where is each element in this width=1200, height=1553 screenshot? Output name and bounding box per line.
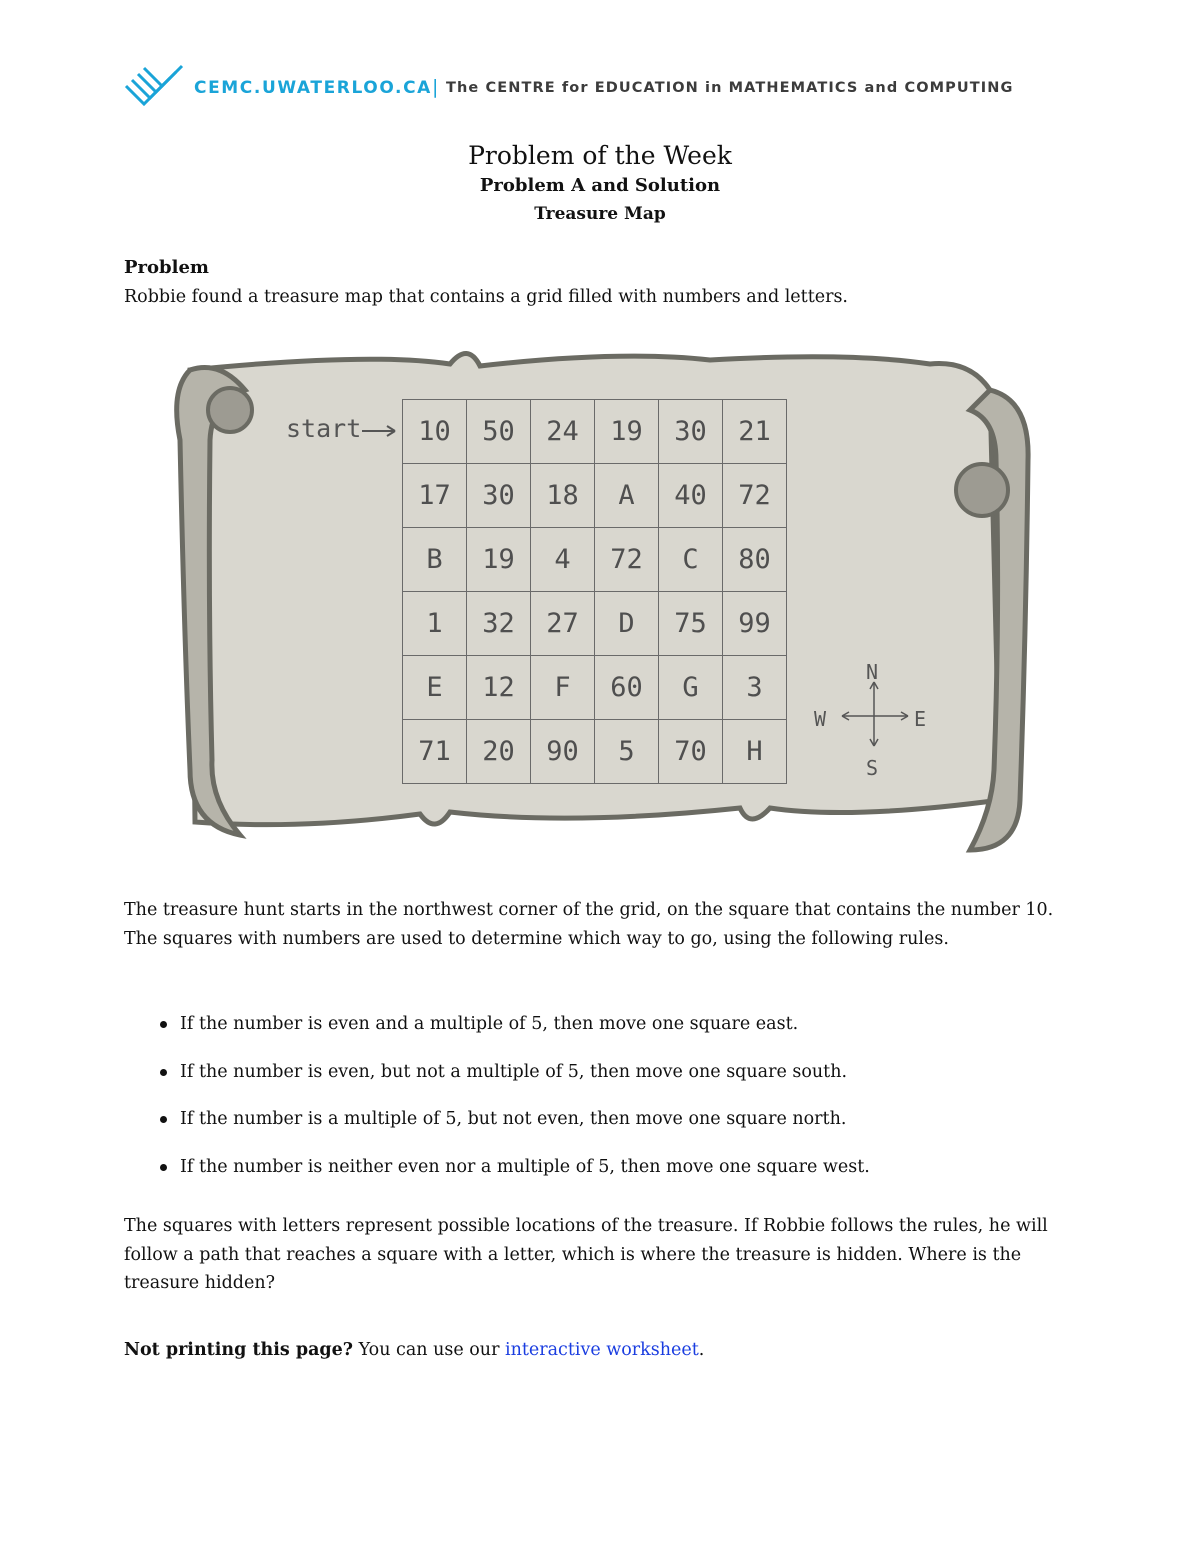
compass-west-label: W <box>814 707 827 731</box>
title-block <box>0 140 1200 228</box>
grid-cell: 50 <box>467 400 531 464</box>
grid-cell: 24 <box>531 400 595 464</box>
grid-row <box>403 720 787 784</box>
grid-cell: 90 <box>531 720 595 784</box>
grid-cell: 20 <box>467 720 531 784</box>
treasure-grid <box>402 399 787 784</box>
rules-intro-paragraph: The treasure hunt starts in the northwest corner of the grid, on the square that contains the number 10. The squares with numbers are used to determine which way to go, using the following rules. <box>124 900 1054 949</box>
page-title: Problem of the Week <box>468 141 732 170</box>
start-label: start <box>286 414 362 443</box>
grid-cell: 71 <box>403 720 467 784</box>
worksheet-note-text: You can use our <box>353 1340 505 1360</box>
grid-cell: 72 <box>595 528 659 592</box>
header-separator: | <box>432 76 439 98</box>
grid-cell: 40 <box>659 464 723 528</box>
site-url-link[interactable]: CEMC.UWATERLOO.CA <box>194 78 432 98</box>
treasure-map <box>150 330 1050 870</box>
worksheet-note-end: . <box>698 1340 705 1360</box>
grid-cell: 10 <box>403 400 467 464</box>
cemc-stripes-logo-icon <box>124 64 186 116</box>
grid-cell: 5 <box>595 720 659 784</box>
grid-cell: 60 <box>595 656 659 720</box>
problem-heading: Problem <box>124 257 209 278</box>
grid-cell: 19 <box>467 528 531 592</box>
grid-cell: 17 <box>403 464 467 528</box>
grid-cell: 99 <box>723 592 787 656</box>
grid-cell: 21 <box>723 400 787 464</box>
grid-cell: 72 <box>723 464 787 528</box>
grid-cell: E <box>403 656 467 720</box>
compass-south-label: S <box>866 756 879 780</box>
grid-cell: F <box>531 656 595 720</box>
interactive-worksheet-link[interactable]: interactive worksheet <box>505 1340 699 1360</box>
grid-cell: 27 <box>531 592 595 656</box>
grid-cell: 18 <box>531 464 595 528</box>
rules-list <box>160 1010 1060 1200</box>
grid-cell: H <box>723 720 787 784</box>
grid-cell: B <box>403 528 467 592</box>
grid-row <box>403 400 787 464</box>
grid-cell: C <box>659 528 723 592</box>
list-item: If the number is even and a multiple of 5, then move one square east. <box>160 1010 1060 1058</box>
grid-cell: 32 <box>467 592 531 656</box>
problem-name: Treasure Map <box>534 204 666 224</box>
list-item: If the number is neither even nor a multiple of 5, then move one square west. <box>160 1153 1060 1201</box>
compass-north-label: N <box>866 660 879 684</box>
grid-cell: 3 <box>723 656 787 720</box>
grid-cell: 4 <box>531 528 595 592</box>
grid-cell: 30 <box>659 400 723 464</box>
grid-cell: 75 <box>659 592 723 656</box>
grid-row <box>403 528 787 592</box>
grid-cell: D <box>595 592 659 656</box>
grid-row <box>403 592 787 656</box>
grid-cell: 1 <box>403 592 467 656</box>
grid-cell: 19 <box>595 400 659 464</box>
grid-cell: 30 <box>467 464 531 528</box>
grid-cell: 70 <box>659 720 723 784</box>
compass-east-label: E <box>914 707 927 731</box>
grid-row <box>403 464 787 528</box>
worksheet-note-bold: Not printing this page? <box>124 1340 354 1360</box>
list-item: If the number is even, but not a multiple of 5, then move one square south. <box>160 1058 1060 1106</box>
grid-cell: A <box>595 464 659 528</box>
worksheet-note <box>124 1336 1074 1365</box>
page-subtitle: Problem A and Solution <box>479 175 721 196</box>
grid-cell: 80 <box>723 528 787 592</box>
question-paragraph: The squares with letters represent possible locations of the treasure. If Robbie follows the rules, he will follow a path that reaches a square with a letter, which is where the treasure is hidden. Where is the treasure hidden? <box>124 1216 1048 1293</box>
grid-row <box>403 656 787 720</box>
centre-name: The CENTRE for EDUCATION in MATHEMATICS and COMPUTING <box>446 80 1014 96</box>
grid-cell: G <box>659 656 723 720</box>
list-item: If the number is a multiple of 5, but not even, then move one square north. <box>160 1105 1060 1153</box>
grid-cell: 12 <box>467 656 531 720</box>
page-header <box>124 64 1084 120</box>
problem-intro: Robbie found a treasure map that contains a grid filled with numbers and letters. <box>124 287 848 307</box>
